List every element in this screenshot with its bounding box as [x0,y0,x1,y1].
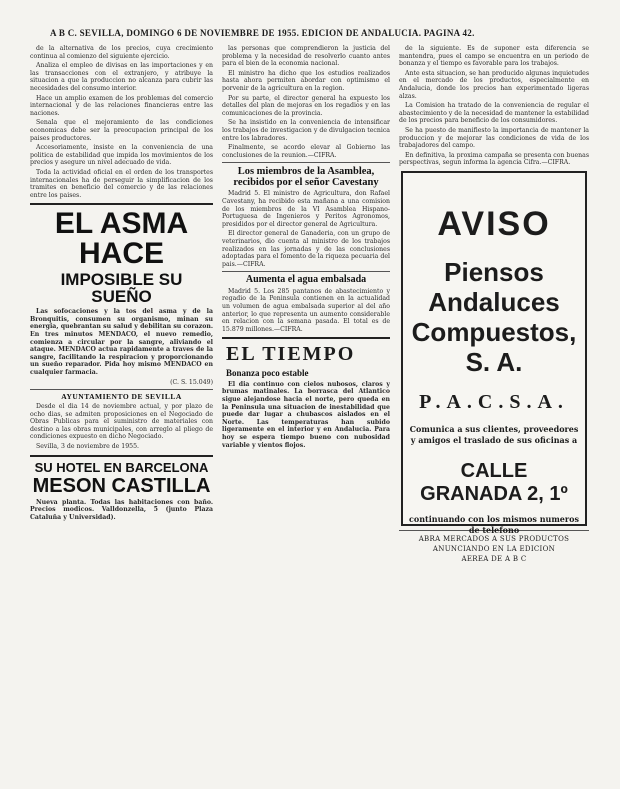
ad-pacsa-street: CALLE GRANADA 2, 1º [420,460,568,506]
article-paragraph: Madrid 5. El ministro de Agricultura, don Rafael Cavestany, ha recibido esta mañana a una comision de los miembros de la VI Asamblea Hispano-Portuguesa de Ingenieros y Peritos Agronomos, presididos por el director general de Agricultura. [222,190,390,228]
ad-pacsa-company: Piensos Andaluces Compuestos, S. A. [411,256,577,377]
ad-asma-text: Las sofocaciones y la tos del asma y de la Bronquitis, consumen su organismo, minan su energia, quebrantan su salud y debilitan su corazon. En tres minutos MENDACO, el nuevo remedio, comienza a circular por la sangre, aliviando el ataque. MENDACO actua rapidamente a traves de la sangre, facilitando la respiracion y proporcionando un sueño reparador. Pida hoy mismo MENDACO en cualquier farmacia. [30,308,213,377]
weather-text: El dia continuo con cielos nubosos, claros y brumas matinales. La borrasca del Atlantico sigue alejandose hacia el norte, pero queda en la Peninsula una situacion de inestabilidad que puede dar lugar a chubascos aislados en el Norte. Las temperaturas han subido ligeramente en el interior y en Andalucia. Para hoy se espera tiempo bueno con nubosidad variable y vientos flojos. [222,380,390,449]
article-paragraph: de la siguiente. Es de suponer esta diferencia se mantendra, pues el campo se encuentra en un periodo de bonanza y el tiempo es favorable para los trabajos. [399,45,589,68]
column-right [399,45,589,783]
divider [222,337,390,339]
column-middle [222,45,390,783]
article-paragraph: Analiza el empleo de divisas en las importaciones y en las transacciones con el extranjero, y atribuye la situacion a que la produccion no alcanza para cubrir las necesidades del consumo interior. [30,62,213,92]
notice-date: Sevilla, 3 de noviembre de 1955. [36,443,140,451]
article-paragraph: Accesoriamente, insiste en la conveniencia de una politica de estabilidad que impida los movimientos de los precios y asegure un nivel adecuado de vida. [30,144,213,167]
promo-line: AEREA DE A B C [461,554,527,563]
ad-pacsa-text2: continuando con los mismos numeros de telefono [409,514,579,536]
divider [222,162,390,163]
weather-subtitle: Bonanza poco estable [226,368,309,379]
divider [30,203,213,205]
article-paragraph: Toda la actividad oficial en el orden de los transportes internacionales ha de perseguir la simplificacion de los tramites en beneficio del comercio y de las relaciones entre los paises. [30,168,213,199]
ad-pacsa-text: Comunica a sus clientes, proveedores y amigos el traslado de sus oficinas a [409,424,579,446]
column-left [30,45,213,783]
promo-line: ANUNCIANDO EN LA EDICION [432,544,556,553]
article-paragraph: de la alternativa de los precios, cuya crecimiento continua al comienzo del siguiente ejercicio. [30,45,213,60]
article-paragraph: Madrid 5. Los 285 pantanos de abastecimiento y regadio de la Peninsula contienen en la actualidad un volumen de agua embalsada superior al del año anterior, lo que representa un aumento considerable en relacion con la semana pasada. El total es de 15.879 millones.—CIFRA. [222,287,390,333]
article-paragraph: Hace un amplio examen de los problemas del comercio internacional y de las relaciones financieras entre las naciones. [30,94,213,117]
ad-pacsa-acronym: P.A.C.S.A. [419,391,569,414]
notice-title: AYUNTAMIENTO DE SEVILLA [61,392,182,402]
ad-hotel-title: SU HOTEL EN BARCELONA [34,459,209,475]
divider [30,389,213,390]
article-paragraph: Se ha puesto de manifiesto la importancia de mantener la produccion y de mejorar las condiciones de vida de los trabajadores del campo. [399,126,589,150]
ad-asma-ref: (C. S. 15.049) [170,378,213,386]
divider [222,271,390,272]
ad-asma-title: EL ASMA HACE [54,207,189,271]
article-paragraph: La Comision ha tratado de la conveniencia de regular el abastecimiento y de la necesidad de mantener la estabilidad de los precios para beneficio de los consumidores. [399,102,589,125]
ad-pacsa [401,171,587,536]
weather-title: EL TIEMPO [226,343,356,366]
article-paragraph: El ministro ha dicho que los estudios realizados hasta ahora permiten abordar con optimismo el porvenir de la agricultura en la region. [222,69,390,92]
page-header: A B C. SEVILLA, DOMINGO 6 DE NOVIEMBRE DE 1955. EDICION DE ANDALUCIA. PAGINA 42. [50,28,475,38]
headline: Aumenta el agua embalsada [245,274,367,286]
ad-hotel-text: Nueva planta. Todas las habitaciones con baño. Precios modicos. Valldonzella, 5 (junto Plaza Cataluña y Universidad). [30,498,213,521]
article-paragraph: Senala que el mejoramiento de las condiciones economicas debe ser la preocupacion principal de los paises productores. [30,119,213,142]
divider [30,455,213,457]
notice-text: Desde el dia 14 de noviembre actual, y por plazo de ocho dias, se admiten proposiciones en el Negociado de Obras Publicas para el suministro de materiales con destino a las obras municipales, con arreglo al pliego de condiciones expuesto en dicho Negociado. [30,403,213,441]
ad-hotel-name: MESON CASTILLA [32,474,211,497]
article-paragraph: Por su parte, el director general ha expuesto los detalles del plan de mejoras en los regadios y en las comunicaciones de la provincia. [222,94,390,117]
headline: Los miembros de la Asamblea, recibidos por el señor Cavestany [233,166,379,189]
article-paragraph: las personas que comprendieron la justicia del problema y la necesidad de resolverlo cuanto antes para el bien de la economia nacional. [222,45,390,68]
ad-pacsa-title: AVISO [437,204,551,243]
article-paragraph: El director general de Ganaderia, con un grupo de veterinarios, dio cuenta al ministro de los trabajos realizados en las jornadas y de las conclusiones adoptadas para el fomento de la riqueza pecuaria del pais.—CIFRA. [222,230,390,268]
article-paragraph: Ante esta situacion, se han producido algunas inquietudes en el mercado de los productos, especialmente en Andalucia, donde los precios han experimentado ligeras alzas. [399,69,589,100]
promo-line: ABRA MERCADOS A SUS PRODUCTOS [418,534,570,543]
article-paragraph: Se ha insistido en la conveniencia de intensificar los trabajos de investigacion y de divulgacion tecnica entre los labradores. [222,119,390,142]
ad-asma-subtitle: IMPOSIBLE SU SUEÑO [60,270,183,307]
article-paragraph: Finalmente, se acordo elevar al Gobierno las conclusiones de la reunion.—CIFRA. [222,144,390,159]
article-paragraph: En definitiva, la proxima campaña se presenta con buenas perspectivas, segun informa la agencia Cifra.—CIFRA. [399,151,589,167]
